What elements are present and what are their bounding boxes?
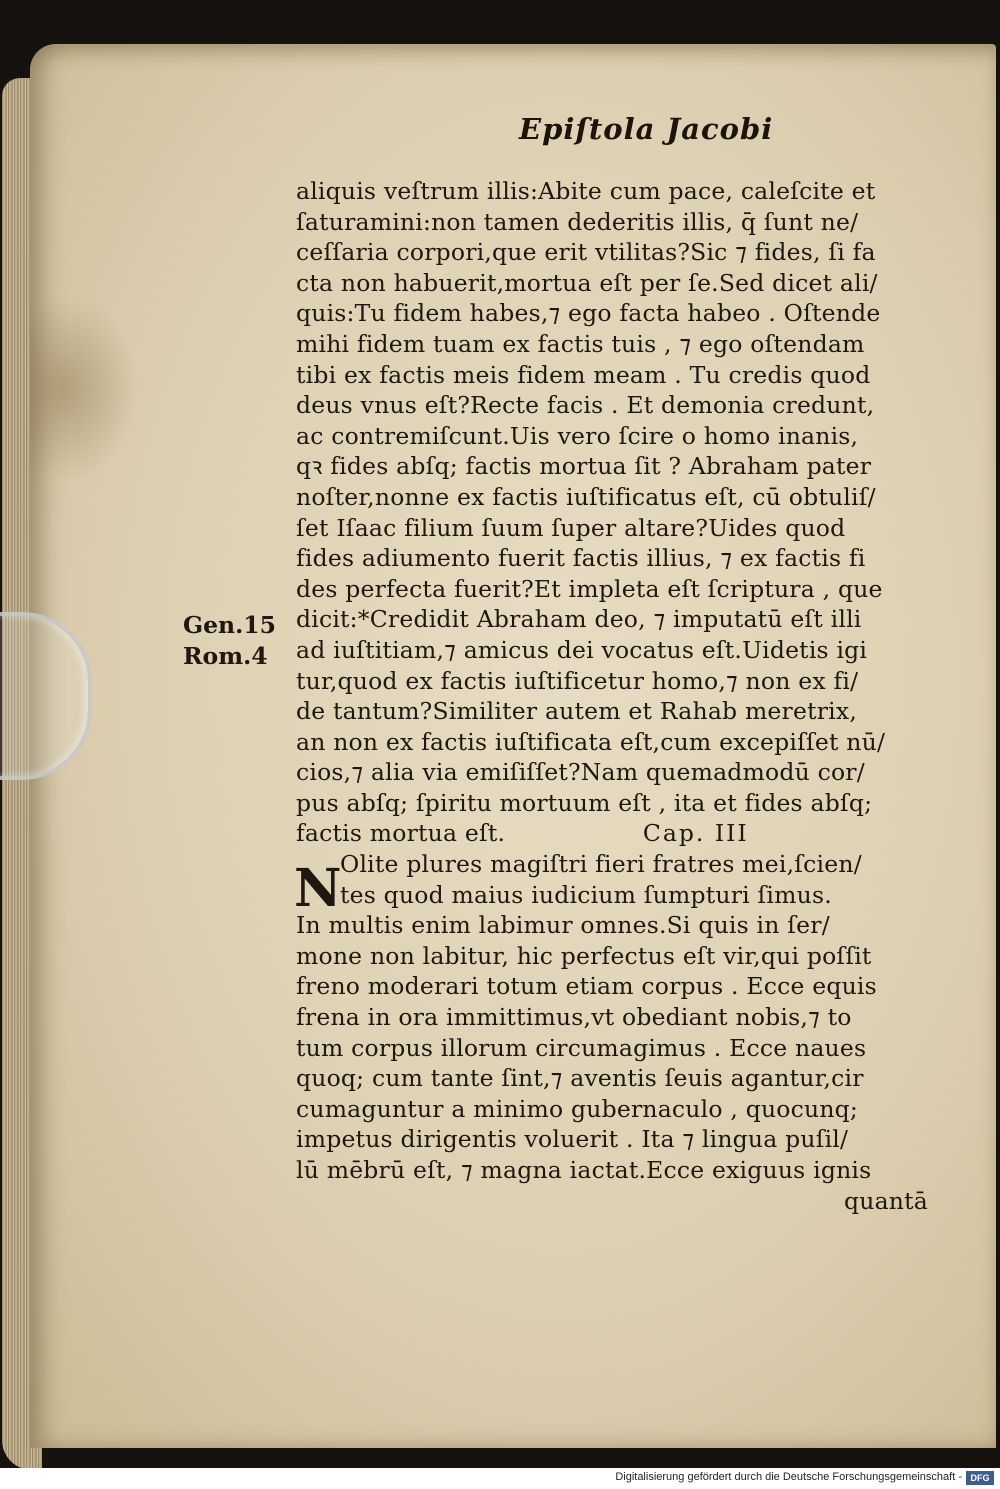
- text-line: lū mēbrū eſt, ⁊ magna iactat.Ecce exiguus ignis: [296, 1156, 872, 1184]
- text-line: des perfecta fuerit?Et impleta eſt ſcriptura , que: [296, 574, 883, 603]
- text-line: In multis enim labimur omnes.Si quis in ſer/: [296, 911, 830, 940]
- footer-bar: [0, 1468, 1000, 1489]
- text-line: mone non labitur, hic perfectus eſt vir,qui poſſit: [296, 941, 872, 970]
- closing-text: factis mortua eſt.: [296, 819, 506, 848]
- chapter-first-text: Olite plures magiſtri fieri fratres mei,ſcien/: [340, 850, 862, 879]
- text-line: dicit:*Credidit Abraham deo, ⁊ imputatū eſt illi: [296, 605, 862, 634]
- text-line: noſter,nonne ex factis iuſtificatus eſt, cū obtuliſ/: [296, 482, 876, 511]
- dfg-logo: DFG: [966, 1471, 994, 1485]
- text-line: mihi fidem tuam ex factis tuis , ⁊ ego oſtendam: [296, 329, 865, 358]
- text-line: frena in ora immittimus,vt obediant nobis,⁊ to: [296, 1003, 852, 1032]
- chapter-heading: Cap. III: [642, 819, 749, 848]
- text-block: [296, 176, 946, 1216]
- text-line: ac contremiſcunt.Uis vero ſcire o homo inanis,: [296, 421, 859, 450]
- text-line: qꝛ fides abſq; factis mortua ſit ? Abraham pater: [296, 452, 872, 481]
- drop-capital: N: [294, 858, 342, 920]
- text-line: freno moderari totum etiam corpus . Ecce equis: [296, 972, 877, 1001]
- chapter-second-line: tes quod maius iudicium ſumpturi ſimus.: [340, 880, 832, 909]
- text-line: pus abſq; ſpiritu mortuum eſt , ita et fides abſq;: [296, 788, 873, 817]
- running-header: Epiſtola Jacobi: [519, 112, 774, 146]
- text-line: aliquis veſtrum illis:Abite cum pace, caleſcite et: [296, 177, 876, 205]
- page-stain: [30, 294, 140, 484]
- text-line: impetus dirigentis voluerit . Ita ⁊ lingua puſil/: [296, 1125, 849, 1154]
- closing-line: [296, 818, 946, 849]
- text-line: an non ex factis iuſtificata eſt,cum excepiſſet nū/: [296, 727, 886, 756]
- text-line: fides adiumento fuerit factis illius, ⁊ ex factis fi: [296, 544, 866, 573]
- text-line: ſaturamini:non tamen dederitis illis, q̄ ſunt ne/: [296, 207, 859, 236]
- text-line: tum corpus illorum circumagimus . Ecce naues: [296, 1033, 867, 1062]
- text-line: ad iuſtitiam,⁊ amicus dei vocatus eſt.Uidetis igi: [296, 635, 868, 664]
- text-line: ſet Iſaac filium ſuum ſuper altare?Uides quod: [296, 513, 846, 542]
- marginal-note-gen: Gen.15: [183, 611, 276, 639]
- text-line: tur,quod ex factis iuſtificetur homo,⁊ non ex fi/: [296, 666, 859, 695]
- catchword: quantā: [844, 1186, 928, 1215]
- marginal-note-rom: Rom.4: [183, 642, 268, 670]
- text-line: de tantum?Similiter autem et Rahab meretrix,: [296, 697, 857, 726]
- text-line: tibi ex factis meis fidem meam . Tu credis quod: [296, 360, 871, 389]
- text-line: cumaguntur a minimo gubernaculo , quocunq;: [296, 1094, 859, 1123]
- text-line: deus vnus eſt?Recte facis . Et demonia credunt,: [296, 391, 875, 420]
- text-line: quis:Tu fidem habes,⁊ ego facta habeo . Oſtende: [296, 299, 881, 328]
- text-line: quoq; cum tante ſint,⁊ aventis ſeuis agantur,cir: [296, 1064, 864, 1093]
- funding-credit: Digitalisierung gefördert durch die Deutsche Forschungsgemeinschaft -: [615, 1471, 962, 1483]
- text-line: cios,⁊ alia via emiſiſſet?Nam quemadmodū cor/: [296, 758, 865, 787]
- text-line: cta non habuerit,mortua eſt per ſe.Sed dicet ali/: [296, 268, 878, 297]
- text-line: ceſſaria corpori,que erit vtilitas?Sic ⁊ fides, ſi fa: [296, 238, 876, 267]
